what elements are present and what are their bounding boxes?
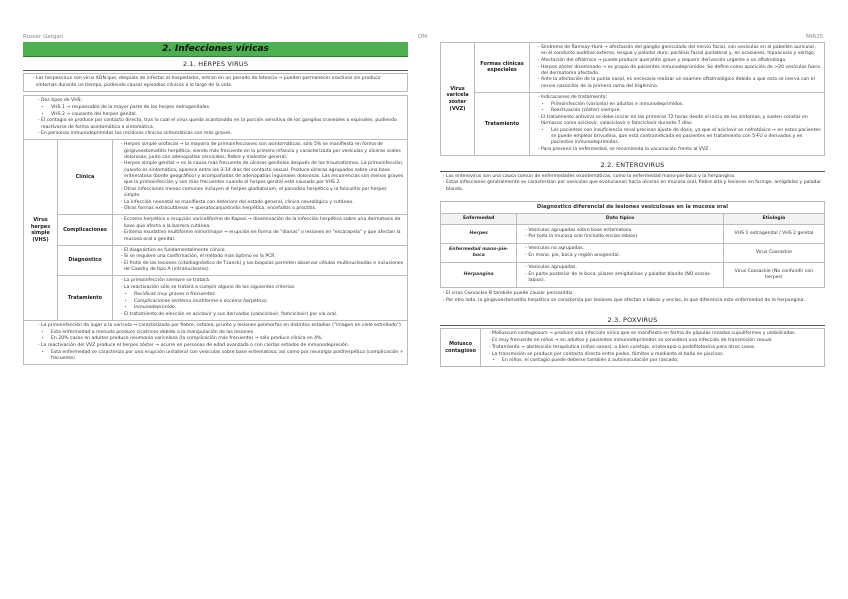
- ddx-name: Herpangina: [441, 262, 517, 287]
- trat-item: - La reactivación sólo se tratará a cumplir alguno de los siguientes criterios:: [124, 285, 404, 291]
- ddx-dato: - Vesículas no agrupadas.: [528, 246, 719, 252]
- clinica-label: Clínica: [58, 140, 113, 215]
- vvz-trat-intro: - Indicaciones de tratamiento:: [541, 95, 821, 101]
- section-herpes: 2.1. HERPES VIRUS: [23, 58, 408, 71]
- molusco-label: Molusco contagioso: [441, 329, 481, 367]
- table-row: [441, 262, 825, 287]
- ddx-name: Herpes: [441, 225, 517, 244]
- vvz-sub: • Esta enfermedad se caracteriza por una erupción unilateral con vesículas sobre base eritematosa, así como por neuralgia postherpética (complicación + frecuente).: [51, 350, 404, 362]
- vvz-trat-mid: - El tratamiento antiviral se debe iniciar en las primeras 72 horas desde el inicio de los síntomas, y suelen constar en fármacos como aciclovir, valaciclovir o famciclovir durante 7 días.: [541, 115, 821, 127]
- clinica-item: - Herpes simple genital → es la causa más frecuente de úlceras genitales después de los traumatismos. La primoinfección, cuando es sintomática, aparece entre los 3-14 días del contacto sexual. Produce úlceras agrupadas sobre una base eritematosa (borde geográfico) y acompañadas de adenopatías inguinales dolorosas. Las recurrencias son menos graves que la primoinfección y son más frecuentes cuando el herpes genital está causado por VHS 2.: [124, 161, 404, 186]
- table-row: [441, 225, 825, 244]
- molusco-item: - Tratamiento → abstención terapéutica (niños sanos), o bien curetaje, crioterapia o podofilotoxina para otros casos.: [492, 345, 821, 351]
- clinica-item: - Otras infecciones menos comunes incluyen el herpes gladiatorum, el panadizo herpético y la foliculitis por herpes simple.: [124, 187, 404, 199]
- right-page: [440, 42, 825, 370]
- formas-item: - Herpes zóster diseminado → es propio de pacientes inmunodeprimidos. Se define como aparición de >20 vesículas fuera del dermatoma afectado.: [541, 65, 821, 77]
- types-intro: - Dos tipos de VHS:: [41, 98, 404, 104]
- compl-cell: [113, 215, 408, 245]
- vhs-table: [23, 95, 408, 365]
- contagio-text: - El contagio se produce por contacto directo, tras lo cual el virus queda acantonado en la porción sensitiva de los ganglios craneales o espinales, pudiendo reactivarse de forma asintomática o sintomática.: [41, 118, 404, 130]
- diag-item: - El diagnóstico es fundamentalmente clínico.: [124, 248, 404, 254]
- vvz-trat-indic: • Reactivación (zóster) siempre.: [551, 108, 821, 114]
- table-row: [441, 243, 825, 262]
- diag-item: - Si se requiere una confirmación, el método más óptimo es la PCR.: [124, 254, 404, 260]
- ddx-dato: - Por toda la mucosa oral (incluido encías-labios).: [528, 234, 719, 240]
- vvz-trat-sub2: • Los pacientes con insuficiencia renal precisan ajuste de dosis, ya que el aciclovir es nefrotóxico → en estos pacientes se puede emplear brivudina, que está contraindicada en pacientes en tratamiento con 5-FU o derivados y en pacientes inmunodeprimidos.: [551, 128, 821, 147]
- vvz-sub: • Esta enfermedad a menudo produce cicatrices debido a la manipulación de las lesiones.: [51, 330, 404, 336]
- ddx-etio: Virus Coxsackie: [723, 243, 824, 262]
- ddx-dato: - Vesículas agrupadas sobre base eritematosa.: [528, 228, 719, 234]
- header-author: Rosser Gargan: [23, 34, 64, 40]
- clinica-cell: [113, 140, 408, 215]
- diag-label: Diagnóstico: [58, 245, 113, 276]
- clinica-item: - Otras formas extracutáneas → queratoconjuntivitis herpética, encefalitis o proctitis.: [124, 206, 404, 212]
- ddx-header: Etiología: [723, 213, 824, 224]
- after-ddx: - Por otro lado, la gingivoestomatitis herpética se caracteriza por lesiones que afectan a labios y encías, lo que diferencia este enfermedad de la herpangina.: [446, 298, 825, 304]
- clinica-item: - Herpes simple orofacial → la mayoría de primoinfecciones son asintomáticas, sólo 5% se manifiesta en forma de gingivoestomatitis herpética, siendo más frecuente en la primera infancia y caracterizada por vesículas y úlceras orales dolorosas, junto con adenopatías cervicales, fiebre y malestar general.: [124, 142, 404, 161]
- ddx-etio: Virus Coxsackie (No confundir con herpes): [723, 262, 824, 287]
- formas-cell: [530, 43, 825, 93]
- trat-item: - La primoinfección siempre se tratará.: [124, 278, 404, 284]
- vvz-trat-cell: [530, 92, 825, 155]
- formas-label: Formas clínicas especiales: [475, 43, 530, 93]
- formas-item: - Ante la afectación de la punta nasal, es necesario realizar un examen oftalmológico debido a que esta se inerva con el nervio nasociliar de la primera rama del trigémino.: [541, 77, 821, 89]
- inmuno-text: - En personas inmunodeprimidas las recidivas clínicas sintomáticas son más graves.: [41, 131, 404, 137]
- page-title: 2. Infecciones víricas: [23, 42, 408, 57]
- ddx-dato: - En parte posterior de la boca: pilares amigdalinos y paladar blando (NO encías-labios).: [528, 272, 719, 284]
- formas-item: - Afectación del oftálmico → puede producir queratitis grave y requerir derivación urgente a un oftalmólogo.: [541, 58, 821, 64]
- diag-item: - El frotis de las lesiones (citodiagnóstico de Tzanck) y las biopsias permiten observar células multinucleadas e inclusiones de Cowdry de tipo A (intranucleares).: [124, 261, 404, 273]
- vhs-label: Virus herpes simple (VHS): [24, 140, 58, 321]
- entero-item: - Los enterovirus son una causa común de enfermedades exantemáticas, como la enfermedad mano-pie-boca y la herpangina.: [446, 174, 825, 180]
- molusco-sub: • En niños, el contagio puede deberse también a autoinoculación por rascado.: [502, 358, 821, 364]
- compl-item: - Eritema exudativo multiforme minor/major → erupción en forma de "dianas" o lesiones en "escarapela" y que afectan la mucosa oral o genital.: [124, 230, 404, 242]
- ddx-name: Enfermedad mano-pie-boca: [441, 243, 517, 262]
- vvz-trat-end: - Para prevenir la enfermedad, se recomienda la vacunación frente al VVZ.: [541, 147, 821, 153]
- header-right: MIR25: [806, 34, 824, 40]
- trat-criterion: • Complicaciones (eritema multiforme o eccema herpético).: [134, 299, 404, 305]
- formas-item: - Síndrome de Ramsay-Hunt → afectación del ganglio geniculado del nervio facial, con vesículas en el pabellón auricular, en el conducto auditivo externo, lengua y paladar duro, parálisis facial ipsilateral y, en ocasiones, hipoacusia y vértigo.: [541, 45, 821, 57]
- vvz-label: Virus varicela zóster (VVZ): [441, 43, 475, 156]
- vvz-general: [24, 321, 408, 365]
- trat-label: Tratamiento: [58, 276, 113, 321]
- vhs1-text: • VHS 1 → responsable de la mayor parte de los herpes extragenitales.: [51, 105, 404, 111]
- herpes-intro: - Los herpesvirus son virus ADN que, después de infectar al hospedador, entran en un período de latencia → pueden permanecer inactivos sin producir síntomas durante un tiempo, pudiendo causar episodios clínicos a lo largo de la vida.: [36, 76, 403, 88]
- trat-criterion: • Inmunodeprimido.: [134, 305, 404, 311]
- molusco-item: - Molluscum contagiosum → produce una infección vírica que se manifiesta en forma de pápulas rosadas cupuliformes y umbilicadas.: [492, 331, 821, 337]
- molusco-item: - Es muy frecuente en niños → en adultos y pacientes inmunodeprimidos se considera una infección de transmisión sexual.: [492, 338, 821, 344]
- vhs2-text: • VHS 2 → causante del herpes genital.: [51, 112, 404, 118]
- herpes-intro-box: [23, 73, 408, 92]
- trat-end: - El tratamiento de elección es aciclovir y sus derivados (valaciclovir, famciclovir) por vía oral.: [124, 312, 404, 318]
- compl-item: - Eccema herpético o erupción variceliforme de Kaposi → diseminación de la infección herpética sobre una dermatosis de base que afecta a la barrera cutánea.: [124, 217, 404, 229]
- vvz-trat-label: Tratamiento: [475, 92, 530, 155]
- vvz-sub: • En 20% casos en adultos produce neumonía varicelosa (la complicación más frecuente) → sólo produce clínica en 4%.: [51, 336, 404, 342]
- vhs-general: [24, 96, 408, 140]
- molusco-item: - La transmisión se produce por contacto directo entre pieles, fómites o mediante el baño en piscinas.: [492, 352, 821, 358]
- compl-label: Complicaciones: [58, 215, 113, 245]
- ddx-dato: - Vesículas agrupadas.: [528, 265, 719, 271]
- trat-criterion: • Recidivas muy graves o frecuentes.: [134, 292, 404, 298]
- trat-cell: [113, 276, 408, 321]
- ddx-caption: Diagnóstico diferencial de lesiones vesiculosas en la mucosa oral: [441, 201, 825, 213]
- section-enterovirus: 2.2. ENTEROVIRUS: [440, 159, 825, 172]
- diag-cell: [113, 245, 408, 276]
- vvz-trat-indic: • Primoinfección (varicela) en adultos e inmunodeprimidos.: [551, 102, 821, 108]
- vvz-table: [440, 42, 825, 156]
- clinica-item: - La infección neonatal se manifiesta con deterioro del estado general, clínica neurológica y cutánea.: [124, 200, 404, 206]
- header-mid: DM: [418, 34, 427, 40]
- molusco-table: [440, 328, 825, 367]
- after-ddx: - El virus Coxsackie B también puede causar pericarditis.: [446, 291, 825, 297]
- section-poxvirus: 2.3. POXVIRUS: [440, 314, 825, 327]
- ddx-etio: VHS 1 extragenital / VHS 2 genital: [723, 225, 824, 244]
- molusco-cell: [481, 329, 825, 367]
- left-page: [23, 42, 408, 368]
- vvz-item: - La primoinfección da lugar a la varicela → caracterizada por fiebre, cefalea, prurito y lesiones polimorfas en distintos estadios ("imagen en cielo estrellado").: [41, 323, 404, 329]
- vvz-item: - La reactivación del VVZ produce el herpes zóster → ocurre en personas de edad avanzada o con ciertos estados de inmunodepresión.: [41, 343, 404, 349]
- ddx-header: Dato típico: [517, 213, 723, 224]
- entero-item: - Estas infecciones generalmente se caracterizan por vesículas que evolucionan hacia úlceras en mucosa oral, fiebre alta y lesiones en faringe, amígdalas y paladar blando.: [446, 180, 825, 192]
- ddx-header: Enfermedad: [441, 213, 517, 224]
- ddx-dato: - En mano, pie, boca y región anogenital.: [528, 253, 719, 259]
- ddx-table: [440, 201, 825, 288]
